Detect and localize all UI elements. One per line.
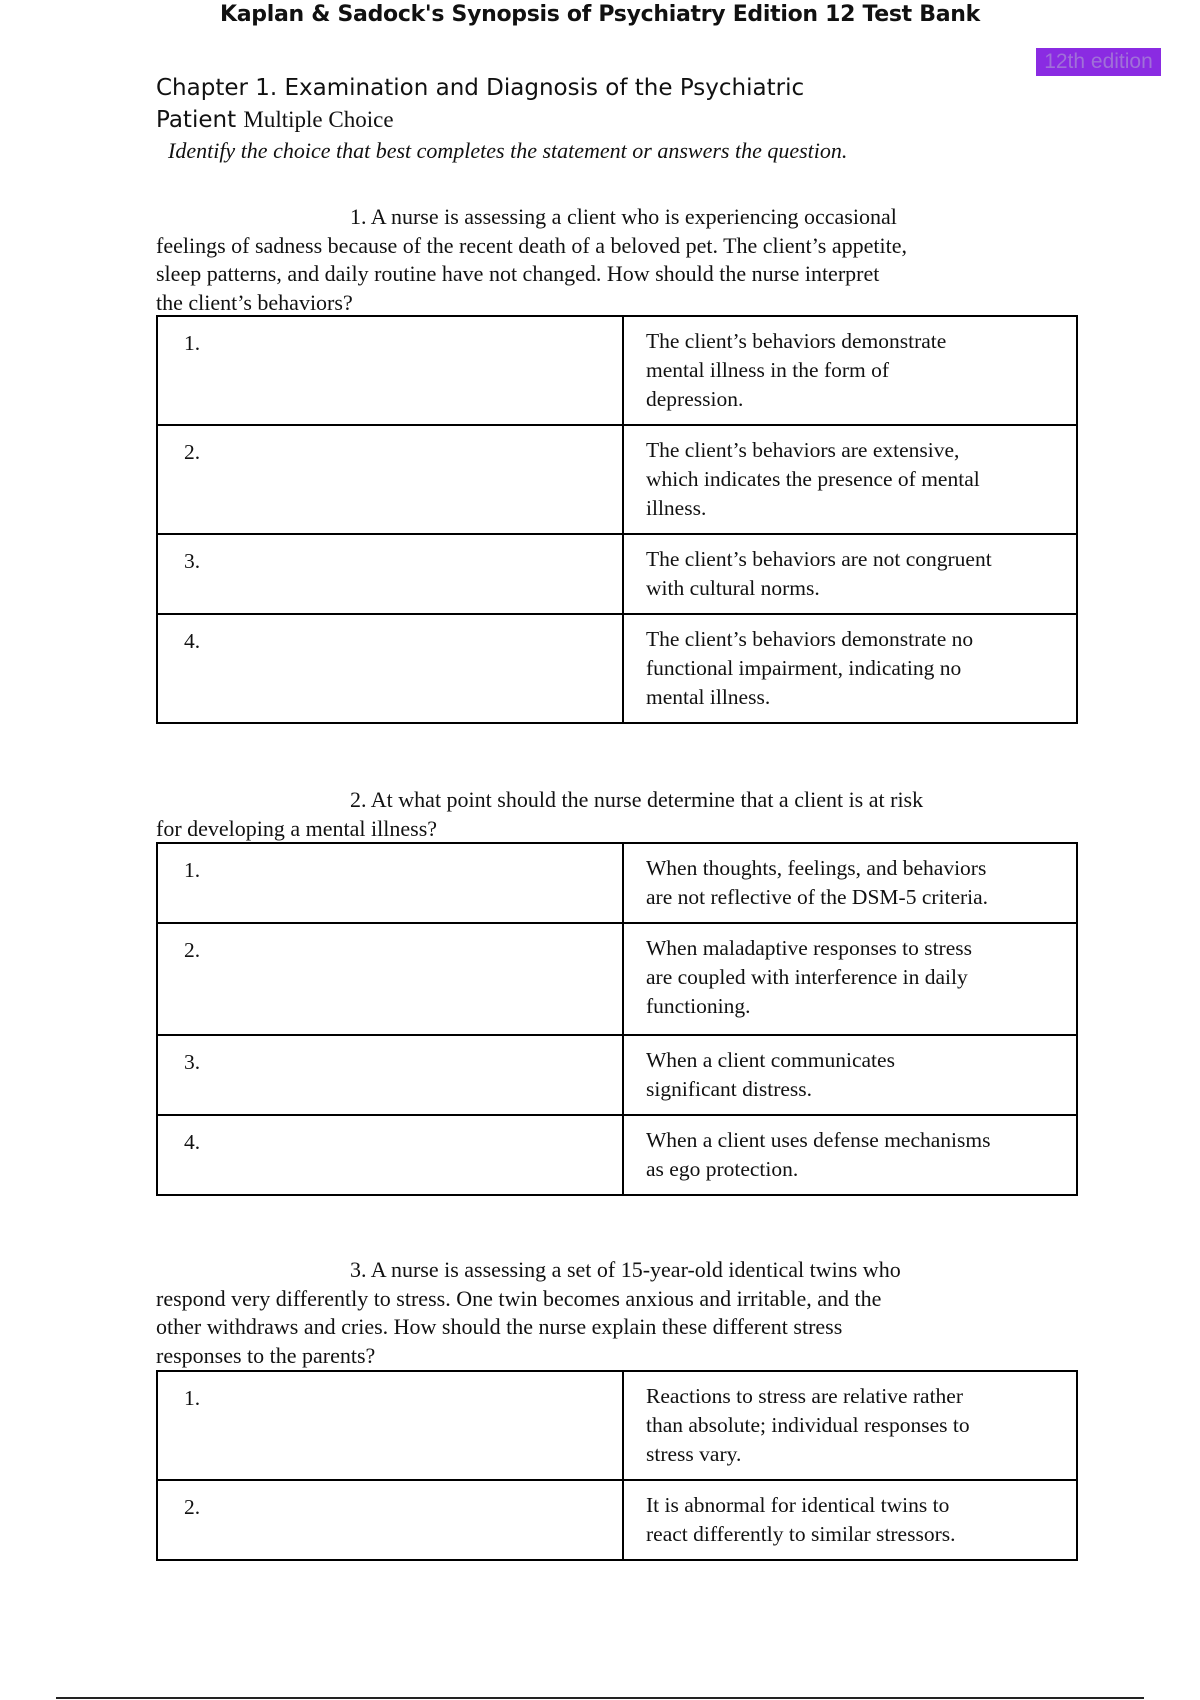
chapter-heading xyxy=(156,72,804,136)
option-text: The client’s behaviors are extensive, which indicates the presence of mental illness. xyxy=(623,425,1077,534)
option-number: 4. xyxy=(157,614,623,723)
chapter-heading-patient: Patient xyxy=(156,107,237,133)
document-title: Kaplan & Sadock's Synopsis of Psychiatry Edition 12 Test Bank xyxy=(220,2,980,27)
option-number: 3. xyxy=(157,1035,623,1115)
question-line: other withdraws and cries. How should the nurse explain these different stress xyxy=(156,1314,843,1339)
option-text: The client’s behaviors are not congruent with cultural norms. xyxy=(623,534,1077,614)
question-number: 3. xyxy=(350,1257,367,1282)
question-lead xyxy=(156,1256,976,1285)
question-line: respond very differently to stress. One twin becomes anxious and irritable, and the xyxy=(156,1285,882,1311)
option-number: 1. xyxy=(157,1371,623,1480)
option-row xyxy=(157,923,1077,1035)
section-type: Multiple Choice xyxy=(243,107,394,132)
option-number: 2. xyxy=(157,923,623,1035)
option-number: 1. xyxy=(157,843,623,923)
option-row xyxy=(157,1115,1077,1195)
option-text: Reactions to stress are relative rather than absolute; individual responses to stress vary. xyxy=(623,1371,1077,1480)
option-text: When a client communicates significant distress. xyxy=(623,1035,1077,1115)
option-number: 3. xyxy=(157,534,623,614)
question-3 xyxy=(156,1256,976,1370)
question-line: sleep patterns, and daily routine have not changed. How should the nurse interpret xyxy=(156,261,880,286)
chapter-heading-line1: Chapter 1. Examination and Diagnosis of the Psychiatric xyxy=(156,75,805,101)
option-text: When thoughts, feelings, and behaviors are not reflective of the DSM-5 criteria. xyxy=(623,843,1077,923)
question-line: for developing a mental illness? xyxy=(156,815,438,841)
option-row xyxy=(157,316,1077,425)
options-table-1 xyxy=(156,315,1078,724)
option-text: When maladaptive responses to stress are coupled with interference in daily functioning. xyxy=(623,923,1077,1035)
question-1 xyxy=(156,203,976,317)
option-number: 2. xyxy=(157,1480,623,1560)
page-bottom-rule xyxy=(56,1697,1144,1699)
question-line: feelings of sadness because of the recent death of a beloved pet. The client’s appetite, xyxy=(156,232,907,258)
question-line: the client’s behaviors? xyxy=(156,289,353,315)
question-line: responses to the parents? xyxy=(156,1342,376,1368)
option-text: It is abnormal for identical twins to react differently to similar stressors. xyxy=(623,1480,1077,1560)
instruction-text: Identify the choice that best completes the statement or answers the question. xyxy=(168,138,848,163)
question-lead-text: At what point should the nurse determine that a client is at risk xyxy=(370,787,924,812)
question-2 xyxy=(156,786,976,843)
option-number: 4. xyxy=(157,1115,623,1195)
question-lead xyxy=(156,203,976,232)
question-number: 1. xyxy=(350,204,367,229)
edition-badge: 12th edition xyxy=(1036,48,1161,76)
option-row xyxy=(157,1035,1077,1115)
option-row xyxy=(157,1371,1077,1480)
option-row xyxy=(157,614,1077,723)
option-row xyxy=(157,1480,1077,1560)
option-number: 2. xyxy=(157,425,623,534)
option-number: 1. xyxy=(157,316,623,425)
option-row xyxy=(157,534,1077,614)
option-row xyxy=(157,425,1077,534)
question-lead xyxy=(156,786,976,815)
question-number: 2. xyxy=(350,787,367,812)
question-lead-text: A nurse is assessing a client who is experiencing occasional xyxy=(370,204,897,229)
option-text: The client’s behaviors demonstrate no functional impairment, indicating no mental illness. xyxy=(623,614,1077,723)
options-table-2 xyxy=(156,842,1078,1196)
chapter-heading-line2 xyxy=(156,104,804,136)
option-text: The client’s behaviors demonstrate mental illness in the form of depression. xyxy=(623,316,1077,425)
question-lead-text: A nurse is assessing a set of 15-year-old identical twins who xyxy=(370,1257,901,1282)
options-table-3 xyxy=(156,1370,1078,1561)
option-text: When a client uses defense mechanisms as ego protection. xyxy=(623,1115,1077,1195)
option-row xyxy=(157,843,1077,923)
